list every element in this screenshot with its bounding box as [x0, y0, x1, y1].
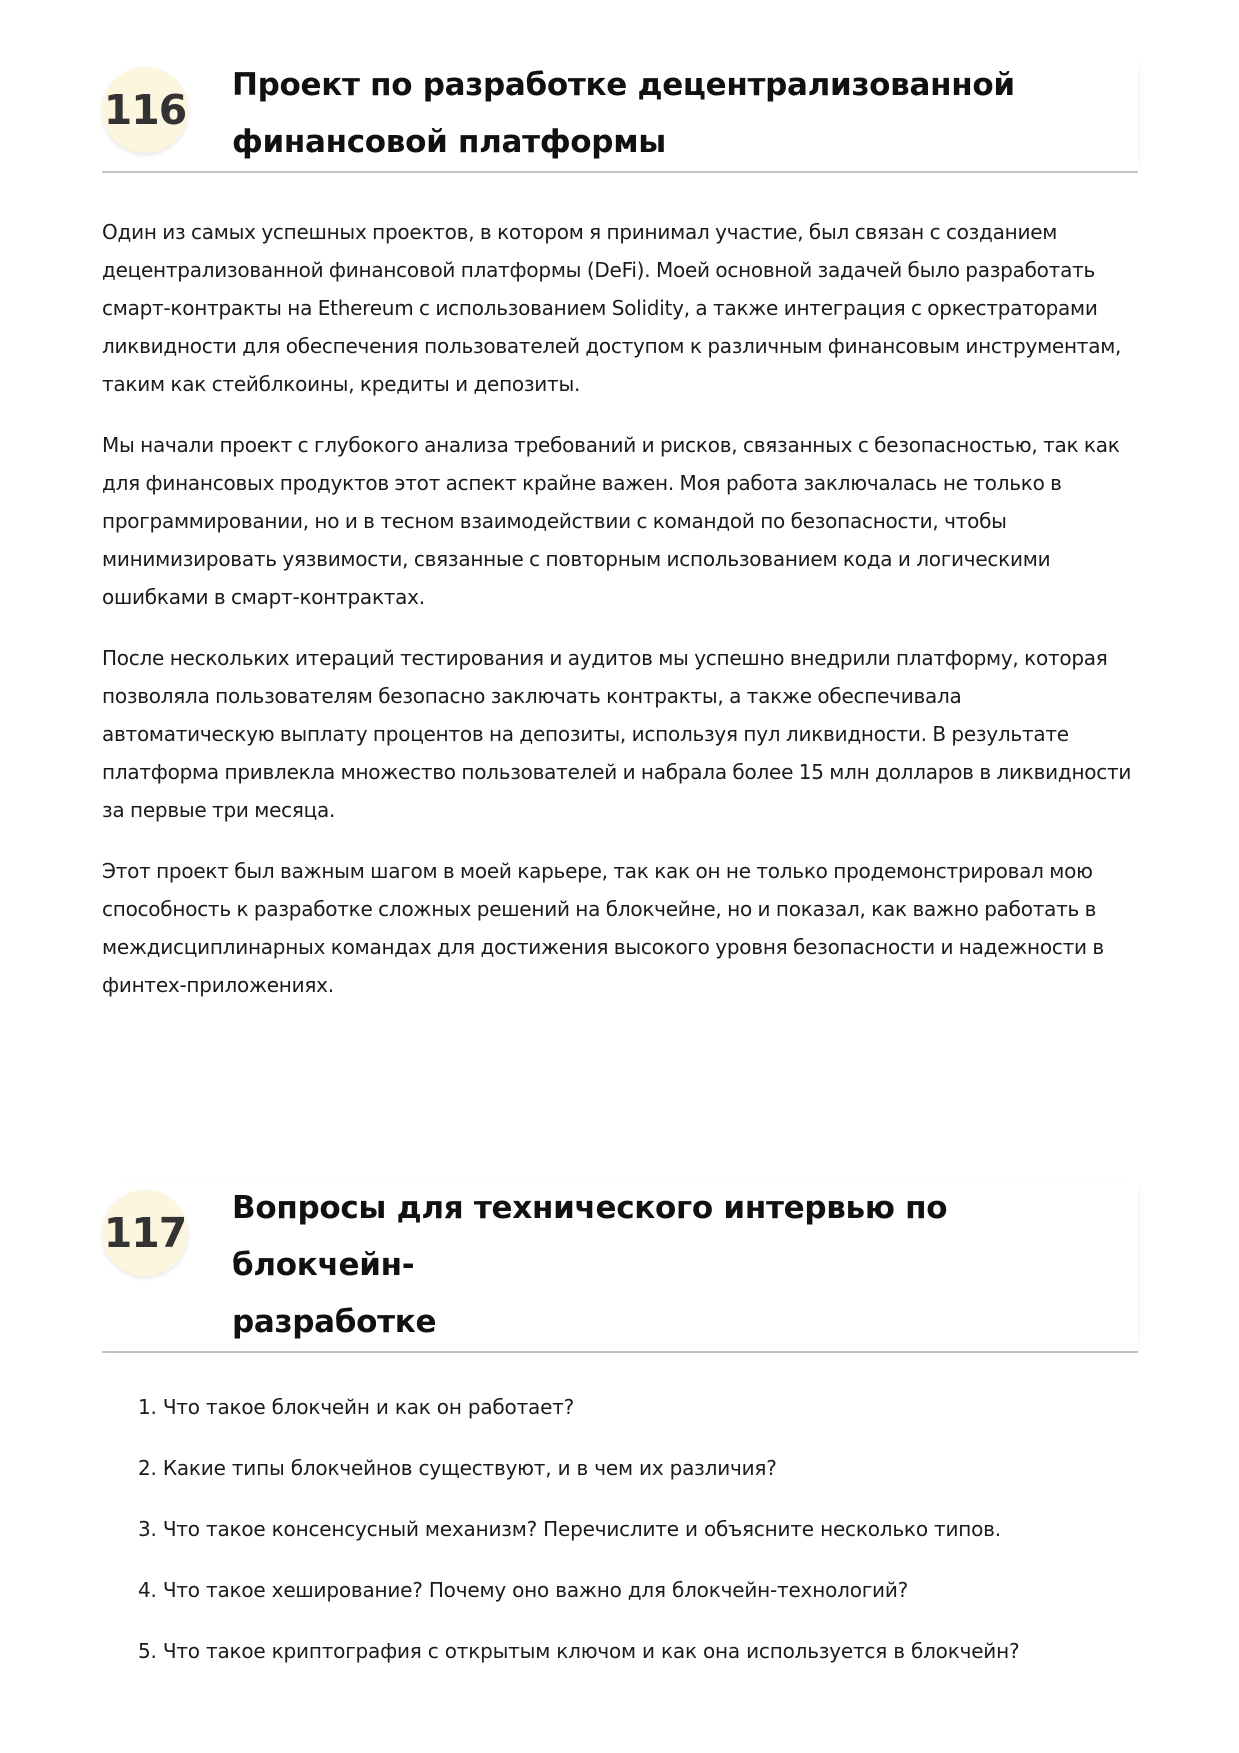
section-title-line-1: Проект по разработке децентрализованной — [232, 67, 1015, 103]
section-title — [102, 57, 1138, 171]
list-item: 5. Что такое криптография с открытым ключом и как она используется в блокчейн? — [138, 1639, 1020, 1663]
section-header — [102, 57, 1138, 173]
section-number-badge: 116 — [102, 67, 188, 153]
section-title-line-1: Вопросы для технического интервью по блокчейн- — [232, 1190, 948, 1283]
paragraph: Этот проект был важным шагом в моей карьере, так как он не только продемонстрировал мою способность к разработке сложных решений на блокчейне, но и показал, как важно работать в междисциплинарных командах для достижения высокого уровня безопасности и надежности в финтех-приложениях. — [102, 859, 1104, 997]
list-item: 1. Что такое блокчейн и как он работает? — [138, 1395, 575, 1419]
section-title-line-2: разработке — [232, 1304, 437, 1340]
section-number-badge: 117 — [102, 1190, 188, 1276]
list-item: 3. Что такое консенсусный механизм? Перечислите и объясните несколько типов. — [138, 1517, 1001, 1541]
section-117 — [102, 1180, 1138, 1697]
list-item: 2. Какие типы блокчейнов существуют, и в чем их различия? — [138, 1456, 777, 1480]
section-title-line-2: финансовой платформы — [232, 124, 666, 160]
section-116 — [102, 57, 1138, 1027]
paragraph: После нескольких итераций тестирования и аудитов мы успешно внедрили платформу, которая позволяла пользователям безопасно заключать контракты, а также обеспечивала автоматическую выплату процентов на депозиты, используя пул ликвидности. В результате платформа привлекла множество пользователей и набрала более 15 млн долларов в ликвидности за первые три месяца. — [102, 646, 1132, 822]
question-list — [102, 1392, 1138, 1666]
section-title — [102, 1180, 1138, 1351]
section-header — [102, 1180, 1138, 1353]
paragraph: Мы начали проект с глубокого анализа требований и рисков, связанных с безопасностью, так как для финансовых продуктов этот аспект крайне важен. Моя работа заключалась не только в программировании, но и в тесном взаимодействии с командой по безопасности, чтобы минимизировать уязвимости, связанные с повторным использованием кода и логическими ошибками в смарт-контрактах. — [102, 433, 1120, 609]
section-body — [102, 213, 1138, 1004]
paragraph: Один из самых успешных проектов, в котором я принимал участие, был связан с созданием децентрализованной финансовой платформы (DeFi). Моей основной задачей было разработать смарт-контракты на Ethereum с использованием Solidity, а также интеграция с оркестраторами ликвидности для обеспечения пользователей доступом к различным финансовым инструментам, таким как стейблкоины, кредиты и депозиты. — [102, 220, 1122, 396]
list-item: 4. Что такое хеширование? Почему оно важно для блокчейн-технологий? — [138, 1578, 909, 1602]
